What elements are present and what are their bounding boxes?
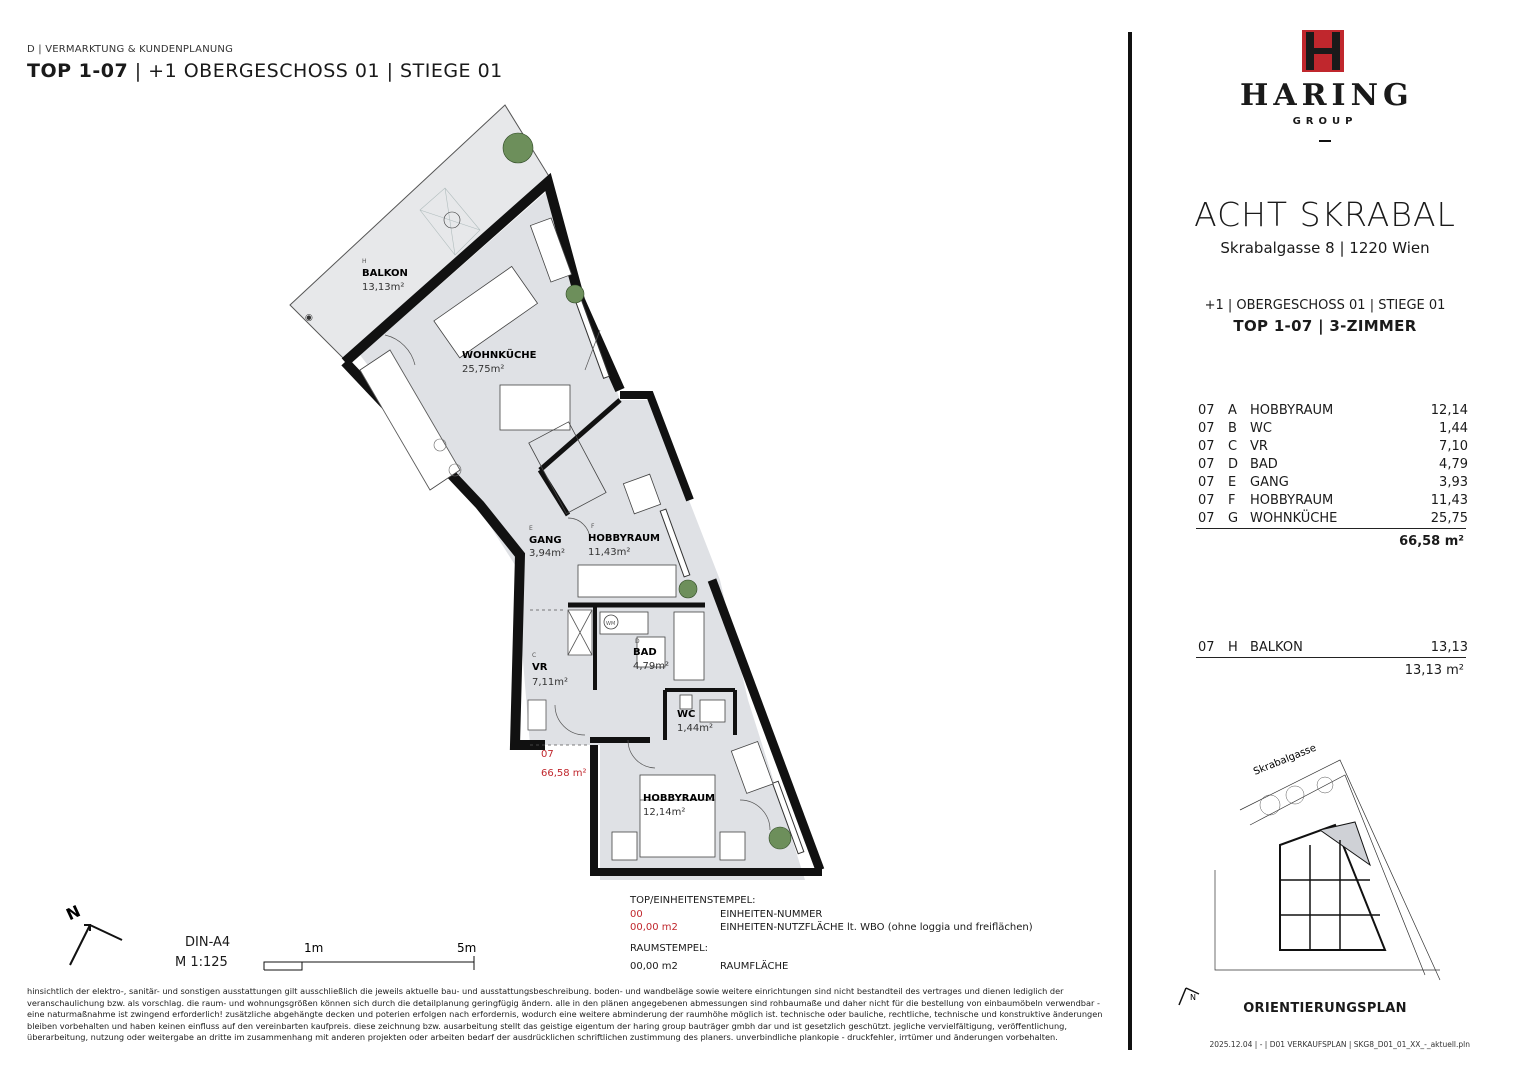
project-unit: TOP 1-07 | 3-ZIMMER	[1233, 317, 1417, 335]
room-row	[1198, 510, 1468, 528]
label-bad-code: D	[635, 638, 640, 645]
row-code: C	[1228, 439, 1238, 454]
row-name: WOHNKÜCHE	[1250, 511, 1338, 526]
row-name: GANG	[1250, 475, 1289, 490]
label-wohnkueche: WOHNKÜCHE	[462, 350, 537, 361]
divider-line	[1128, 32, 1132, 1050]
label-bad: BAD	[633, 647, 657, 658]
project-level: +1 | OBERGESCHOSS 01 | STIEGE 01	[1204, 298, 1446, 313]
scale-bar	[262, 940, 487, 975]
orientation-label: ORIENTIERUNGSPLAN	[1243, 1001, 1407, 1016]
scale-tick-1m: 1m	[304, 941, 324, 955]
row-area: 3,93	[1439, 475, 1468, 490]
row-top: 07	[1198, 421, 1215, 436]
project-name: ACHT SKRABAL	[1194, 195, 1456, 234]
label-hobby-a: HOBBYRAUM	[643, 793, 716, 804]
label-wohnkueche-area: 25,75m²	[462, 364, 505, 375]
row-top: 07	[1198, 640, 1215, 655]
label-gang-code: E	[529, 525, 533, 532]
label-wm: WM	[606, 621, 616, 627]
scale-tick-5m: 5m	[457, 941, 477, 955]
row-top: 07	[1198, 475, 1215, 490]
floor-plan	[270, 95, 840, 880]
north-label: N	[63, 901, 84, 925]
label-gang-area: 3,94m²	[529, 548, 566, 559]
row-area: 11,43	[1430, 493, 1468, 508]
scale-ratio: M 1:125	[175, 955, 228, 970]
row-area: 13,13	[1430, 640, 1468, 655]
outdoor-row	[1198, 639, 1468, 657]
rooms-total: 66,58 m²	[1399, 534, 1464, 549]
row-area: 4,79	[1439, 457, 1468, 472]
stamp-num-desc: EINHEITEN-NUMMER	[720, 909, 823, 920]
label-hobby-f-area: 11,43m²	[588, 547, 631, 558]
label-balkon-area: 13,13m²	[362, 282, 405, 293]
brand-name: HARING	[1240, 78, 1414, 113]
label-balkon-code: H	[362, 258, 367, 265]
department-label: D | VERMARKTUNG & KUNDENPLANUNG	[27, 44, 234, 55]
brand-dash	[1319, 140, 1331, 142]
balcony-symbol: ◉	[305, 313, 313, 323]
orient-north-label: N	[1190, 993, 1196, 1002]
row-name: WC	[1250, 421, 1272, 436]
north-arrow-icon	[62, 895, 132, 970]
room-stamp-desc: RAUMFLÄCHE	[720, 961, 789, 972]
row-code: A	[1228, 403, 1237, 418]
label-vr-area: 7,11m²	[532, 677, 569, 688]
room-stamp-sample: 00,00 m2	[630, 961, 678, 972]
row-code: F	[1228, 493, 1236, 508]
row-code: D	[1228, 457, 1239, 472]
row-code: E	[1228, 475, 1237, 490]
outdoor-rule	[1196, 657, 1466, 658]
page-title-rest: | +1 OBERGESCHOSS 01 | STIEGE 01	[128, 60, 503, 82]
row-name: HOBBYRAUM	[1250, 493, 1334, 508]
orient-north-arrow-icon	[1174, 980, 1204, 1010]
stamp-area-desc: EINHEITEN-NUTZFLÄCHE lt. WBO (ohne loggia und freiflächen)	[720, 922, 1033, 933]
outdoor-total: 13,13 m²	[1404, 663, 1464, 678]
page-title	[27, 60, 503, 82]
room-row	[1198, 402, 1468, 420]
rooms-table	[1198, 402, 1468, 528]
row-name: BALKON	[1250, 640, 1303, 655]
label-unit-number: 07	[541, 749, 554, 760]
label-hobby-f: HOBBYRAUM	[588, 533, 661, 544]
row-name: BAD	[1250, 457, 1278, 472]
label-wc-area: 1,44m²	[677, 723, 714, 734]
room-row	[1198, 492, 1468, 510]
orientation-plan	[1170, 742, 1470, 1002]
row-name: HOBBYRAUM	[1250, 403, 1334, 418]
label-vr: VR	[532, 662, 548, 673]
row-top: 07	[1198, 511, 1215, 526]
row-top: 07	[1198, 457, 1215, 472]
label-wc: WC	[677, 709, 696, 720]
row-code: G	[1228, 511, 1239, 526]
brand-sub: GROUP	[1292, 116, 1358, 127]
room-stamp-heading: RAUMSTEMPEL:	[630, 943, 709, 954]
label-vr-code: C	[532, 652, 537, 659]
stamp-heading: TOP/EINHEITENSTEMPEL:	[630, 895, 756, 906]
row-top: 07	[1198, 493, 1215, 508]
row-top: 07	[1198, 439, 1215, 454]
row-area: 25,75	[1430, 511, 1468, 526]
row-code: B	[1228, 421, 1237, 436]
file-info: 2025.12.04 | - | D01 VERKAUFSPLAN | SKG8_D01_01_XX_-_aktuell.pln	[1209, 1040, 1470, 1049]
room-row	[1198, 420, 1468, 438]
outdoor-table	[1198, 639, 1468, 657]
room-row	[1198, 474, 1468, 492]
row-area: 12,14	[1430, 403, 1468, 418]
row-area: 7,10	[1439, 439, 1468, 454]
project-address: Skrabalgasse 8 | 1220 Wien	[1220, 239, 1430, 257]
label-balkon: BALKON	[362, 268, 408, 279]
label-gang: GANG	[529, 535, 562, 546]
row-area: 1,44	[1439, 421, 1468, 436]
stamp-area-sample: 00,00 m2	[630, 922, 678, 933]
page-title-unit: TOP 1-07	[27, 60, 129, 82]
room-row	[1198, 456, 1468, 474]
row-name: VR	[1250, 439, 1268, 454]
label-hobby-a-area: 12,14m²	[643, 807, 686, 818]
stamp-num-sample: 00	[630, 909, 643, 920]
street-label: Skrabalgasse	[1252, 742, 1318, 778]
disclaimer-text: hinsichtlich der elektro-, sanitär- und sonstigen ausstattungen gilt ausschließlich die jeweils aktuelle bau- und ausstattungsbeschreibung. boden- und wandbeläge sowie weitere einrichtungen sind nicht bestandteil des vertrages und dienen lediglich der veranschaulichung bzw. als vorschlag. die raum- und wohnungsgrößen können sich durch die detailplanung geringfügig ändern. alle in den plänen angegebenen abmessungen sind rohbaumaße und daher nicht für die bestellung von einbaumöbeln verwendbar - eine naturmaßnahme ist zwingend erforderlich! zusätzliche abgehängte decken und poterien erfolgen nach erfordernis, wodurch eine weitere abminderung der raumhöhe möglich ist. technische oder bauliche, rechtliche, technische und konstruktive änderungen bleiben vorbehalten und haben keinen einfluss auf den vereinbarten kaufpreis. diese zeichnung bzw. ausarbeitung stellt das geistige eigentum der haring group bauträger gmbh dar und ist gesetzlich geschützt. jegliche vervielfältigung, veröffentlichung, überarbeitung, nutzung oder weitergabe an dritte im zusammenhang mit anderen projekten oder arbeiten bedarf der ausdrücklichen schriftlichen zustimmung des planers. unverbindliche plankopie - druckfehler, irrtümer und änderungen vorbehalten.	[27, 986, 1103, 1043]
row-code: H	[1228, 640, 1238, 655]
room-row	[1198, 438, 1468, 456]
rooms-rule	[1196, 528, 1466, 529]
label-bad-area: 4,79m²	[633, 661, 670, 672]
row-top: 07	[1198, 403, 1215, 418]
label-hobby-f-code: F	[591, 523, 595, 530]
haring-logo-icon	[1302, 30, 1344, 72]
label-unit-area: 66,58 m²	[541, 768, 587, 779]
paper-size: DIN-A4	[185, 935, 231, 950]
